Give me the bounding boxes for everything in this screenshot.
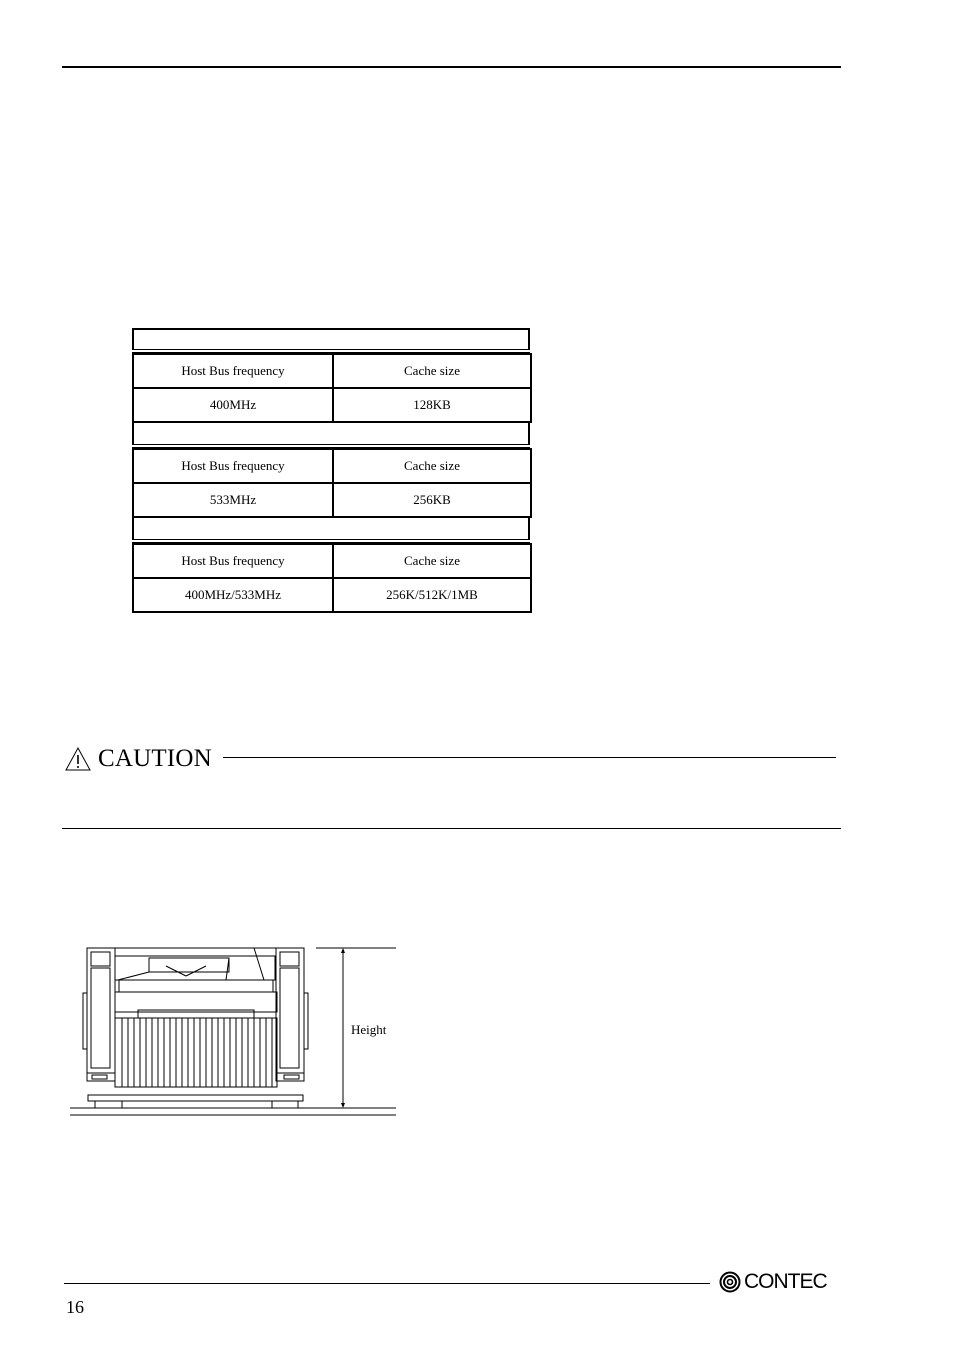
height-diagram [66, 944, 398, 1120]
cache-size-header: Cache size [333, 449, 531, 483]
logo-text: CONTEC [744, 1270, 827, 1293]
spec-group-table [132, 353, 532, 423]
caution-label: CAUTION [98, 745, 212, 772]
cache-size-header: Cache size [333, 544, 531, 578]
host-bus-frequency-value: 400MHz/533MHz [133, 578, 333, 612]
cache-size-value: 128KB [333, 388, 531, 422]
host-bus-frequency-header: Host Bus frequency [133, 449, 333, 483]
contec-logo-icon [719, 1271, 741, 1293]
cache-size-header: Cache size [333, 354, 531, 388]
page-number: 16 [66, 1297, 84, 1317]
table-row [133, 354, 531, 388]
spec-group-table [132, 448, 532, 518]
table-row [133, 449, 531, 483]
spec-group-header [132, 518, 530, 539]
table-row [133, 388, 531, 422]
caution-bottom-rule [62, 828, 841, 829]
host-bus-frequency-header: Host Bus frequency [133, 544, 333, 578]
spec-group-header [132, 328, 530, 349]
cpu-spec-table [132, 328, 530, 613]
cache-size-value: 256K/512K/1MB [333, 578, 531, 612]
spec-group-header [132, 423, 530, 444]
contec-logo [719, 1270, 827, 1294]
top-rule [62, 66, 841, 68]
spec-group-table [132, 543, 532, 613]
footer-rule [64, 1283, 710, 1284]
host-bus-frequency-header: Host Bus frequency [133, 354, 333, 388]
warning-triangle-icon [64, 746, 92, 772]
host-bus-frequency-value: 533MHz [133, 483, 333, 517]
caution-rule [223, 757, 836, 758]
table-row [133, 544, 531, 578]
table-row [133, 483, 531, 517]
cache-size-value: 256KB [333, 483, 531, 517]
host-bus-frequency-value: 400MHz [133, 388, 333, 422]
table-row [133, 578, 531, 612]
height-label: Height [351, 1022, 387, 1037]
caution-heading [64, 745, 212, 773]
